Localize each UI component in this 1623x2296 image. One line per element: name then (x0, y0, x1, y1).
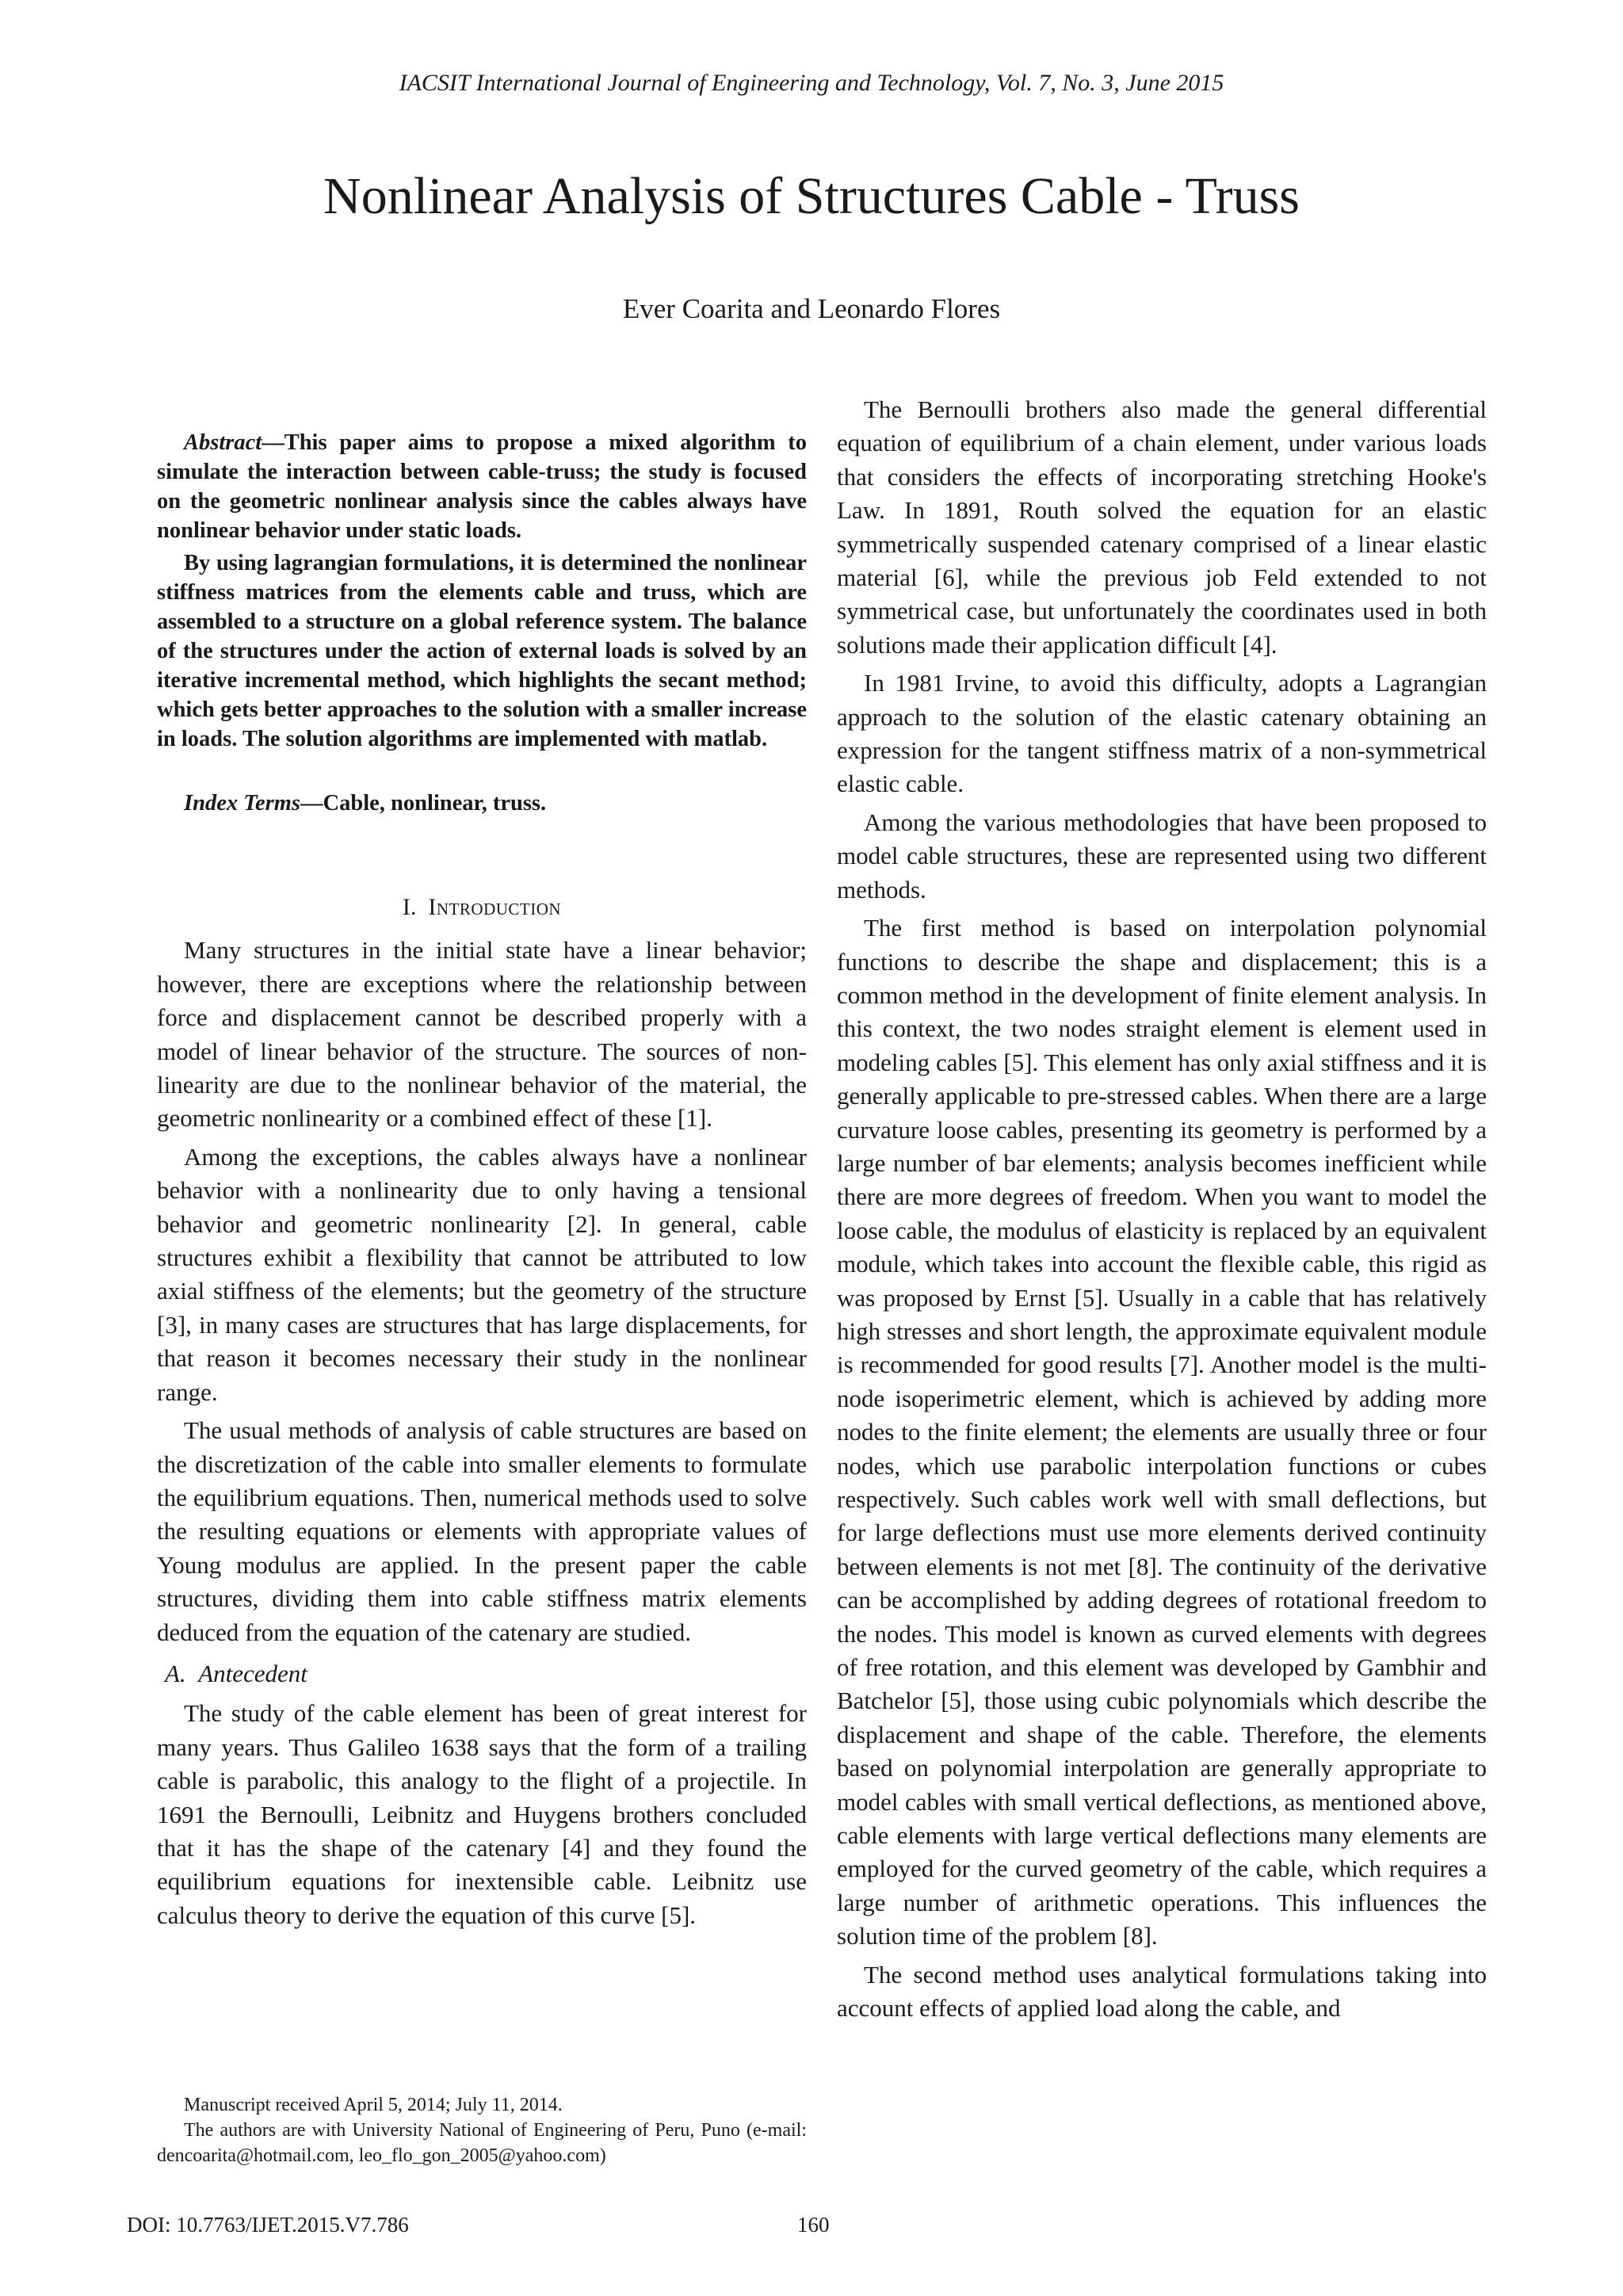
section-title: Introduction (428, 894, 562, 920)
left-column (157, 428, 807, 1937)
right-paragraph-2: In 1981 Irvine, to avoid this difficulty, adopts a Lagrangian approach to the solution of the elastic catenary obtaining an expression for the tangent stiffness matrix of a non-symmetrical elastic cable. (837, 669, 1487, 798)
footnote (157, 2092, 807, 2168)
index-terms-lead: Index Terms (184, 791, 301, 816)
abstract-paragraph-1 (157, 428, 807, 545)
abstract-text-1: —This paper aims to propose a mixed algorithm to simulate the interaction between cable-truss; the study is focused on the geometric nonlinear analysis since the cables always have nonlinear behavior under static loads. (157, 430, 807, 543)
antecedent-paragraph-1: The study of the cable element has been of great interest for many years. Thus Galileo 1638 says that the form of a trailing cable is parabolic, this analogy to the flight of a projectile. In 1691 the Bernoulli, Leibnitz and Huygens brothers concluded that it has the shape of the catenary [4] and they found the equilibrium equations for inextensible cable. Leibnitz use calculus theory to derive the equation of this curve [5]. (157, 1699, 807, 1929)
footnote-affiliation: The authors are with University National of Engineering of Peru, Puno (e-mail: dencoarita@hotmail.com, leo_flo_gon_2005@yahoo.com) (157, 2120, 807, 2166)
intro-paragraph-3: The usual methods of analysis of cable structures are based on the discretization of the cable into smaller elements to formulate the equilibrium equations. Then, numerical methods used to solve the resulting equations or elements with appropriate values of Young modulus are applied. In the present paper the cable structures, dividing them into cable stiffness matrix elements deduced from the equation of the catenary are studied. (157, 1416, 807, 1646)
right-paragraph-1: The Bernoulli brothers also made the general differential equation of equilibrium of a chain element, under various loads that considers the effects of incorporating stretching Hooke's Law. In 1891, Routh solved the equation for an elastic symmetrically suspended catenary comprised of a linear elastic material [6], while the previous job Feld extended to not symmetrical case, but unfortunately the coordinates used in both solutions made their application difficult [4]. (837, 395, 1487, 659)
abstract-lead: Abstract (184, 430, 262, 455)
paper-title: Nonlinear Analysis of Structures Cable - Truss (323, 167, 1300, 225)
section-heading-introduction (157, 891, 807, 924)
abstract (157, 428, 807, 754)
right-paragraph-3: Among the various methodologies that have been proposed to model cable structures, these are represented using two different methods. (837, 808, 1487, 904)
intro-paragraph-2: Among the exceptions, the cables always have a nonlinear behavior with a nonlinearity due to only having a tensional behavior and geometric nonlinearity [2]. In general, cable structures exhibit a flexibility that cannot be attributed to low axial stiffness of the elements; but the geometry of the structure [3], in many cases are structures that has large displacements, for that reason it becomes necessary their study in the nonlinear range. (157, 1142, 807, 1406)
footnote-manuscript: Manuscript received April 5, 2014; July 11, 2014. (184, 2095, 563, 2115)
right-column (837, 393, 1487, 2030)
abstract-paragraph-2: By using lagrangian formulations, it is determined the nonlinear stiffness matrices from the elements cable and truss, which are assembled to a structure on a global reference system. The balance of the structures under the action of external loads is solved by an iterative incremental method, which highlights the secant method; which gets better approaches to the solution with a smaller increase in loads. The solution algorithms are implemented with matlab. (157, 551, 807, 751)
section-number: I. (402, 894, 417, 920)
journal-header: IACSIT International Journal of Engineering and Technology, Vol. 7, No. 3, June 2015 (399, 70, 1224, 96)
index-terms (157, 789, 807, 818)
footer-doi: DOI: 10.7763/IJET.2015.V7.786 (127, 2213, 409, 2237)
page-number: 160 (797, 2213, 830, 2237)
subsection-label: A. (165, 1659, 186, 1687)
right-paragraph-4: The first method is based on interpolation polynomial functions to describe the shape and displacement; this is a common method in the development of finite element analysis. In this context, the two nodes straight element is element used in modeling cables [5]. This element has only axial stiffness and it is generally applicable to pre-stressed cables. When there are a large curvature loose cables, presenting its geometry is performed by a large number of bar elements; analysis becomes inefficient while there are more degrees of freedom. When you want to model the loose cable, the modulus of elasticity is replaced by an equivalent module, which takes into account the flexible cable, this rigid as was proposed by Ernst [5]. Usually in a cable that has relatively high stresses and short length, the approximate equivalent module is recommended for good results [7]. Another model is the multi-node isoperimetric element, which is achieved by adding more nodes to the finite element; the elements are usually three or four nodes, which use parabolic interpolation functions or cubes respectively. Such cables work well with small deflections, but for large deflections must use more elements derived continuity between elements is not met [8]. The continuity of the derivative can be accomplished by adding degrees of rotational freedom to the nodes. This model is known as curved elements with degrees of free rotation, and this element was developed by Gambhir and Batchelor [5], those using cubic polynomials which describe the displacement and shape of the cable. Therefore, the elements based on polynomial interpolation are generally appropriate to model cables with small vertical deflections, as mentioned above, cable elements with large vertical deflections many elements are employed for the curved geometry of the cable, which requires a large number of arithmetic operations. This influences the solution time of the problem [8]. (837, 914, 1487, 1950)
subsection-title: Antecedent (198, 1659, 307, 1687)
index-terms-text: —Cable, nonlinear, truss. (300, 791, 547, 816)
intro-paragraph-1: Many structures in the initial state have a linear behavior; however, there are exceptions where the relationship between force and displacement cannot be described properly with a model of linear behavior of the structure. The sources of non-linearity are due to the nonlinear behavior of the material, the geometric nonlinearity or a combined effect of these [1]. (157, 936, 807, 1133)
subsection-heading-antecedent (157, 1657, 807, 1690)
paper-authors: Ever Coarita and Leonardo Flores (622, 293, 1001, 324)
right-paragraph-5: The second method uses analytical formulations taking into account effects of applied load along the cable, and (837, 1960, 1487, 2023)
